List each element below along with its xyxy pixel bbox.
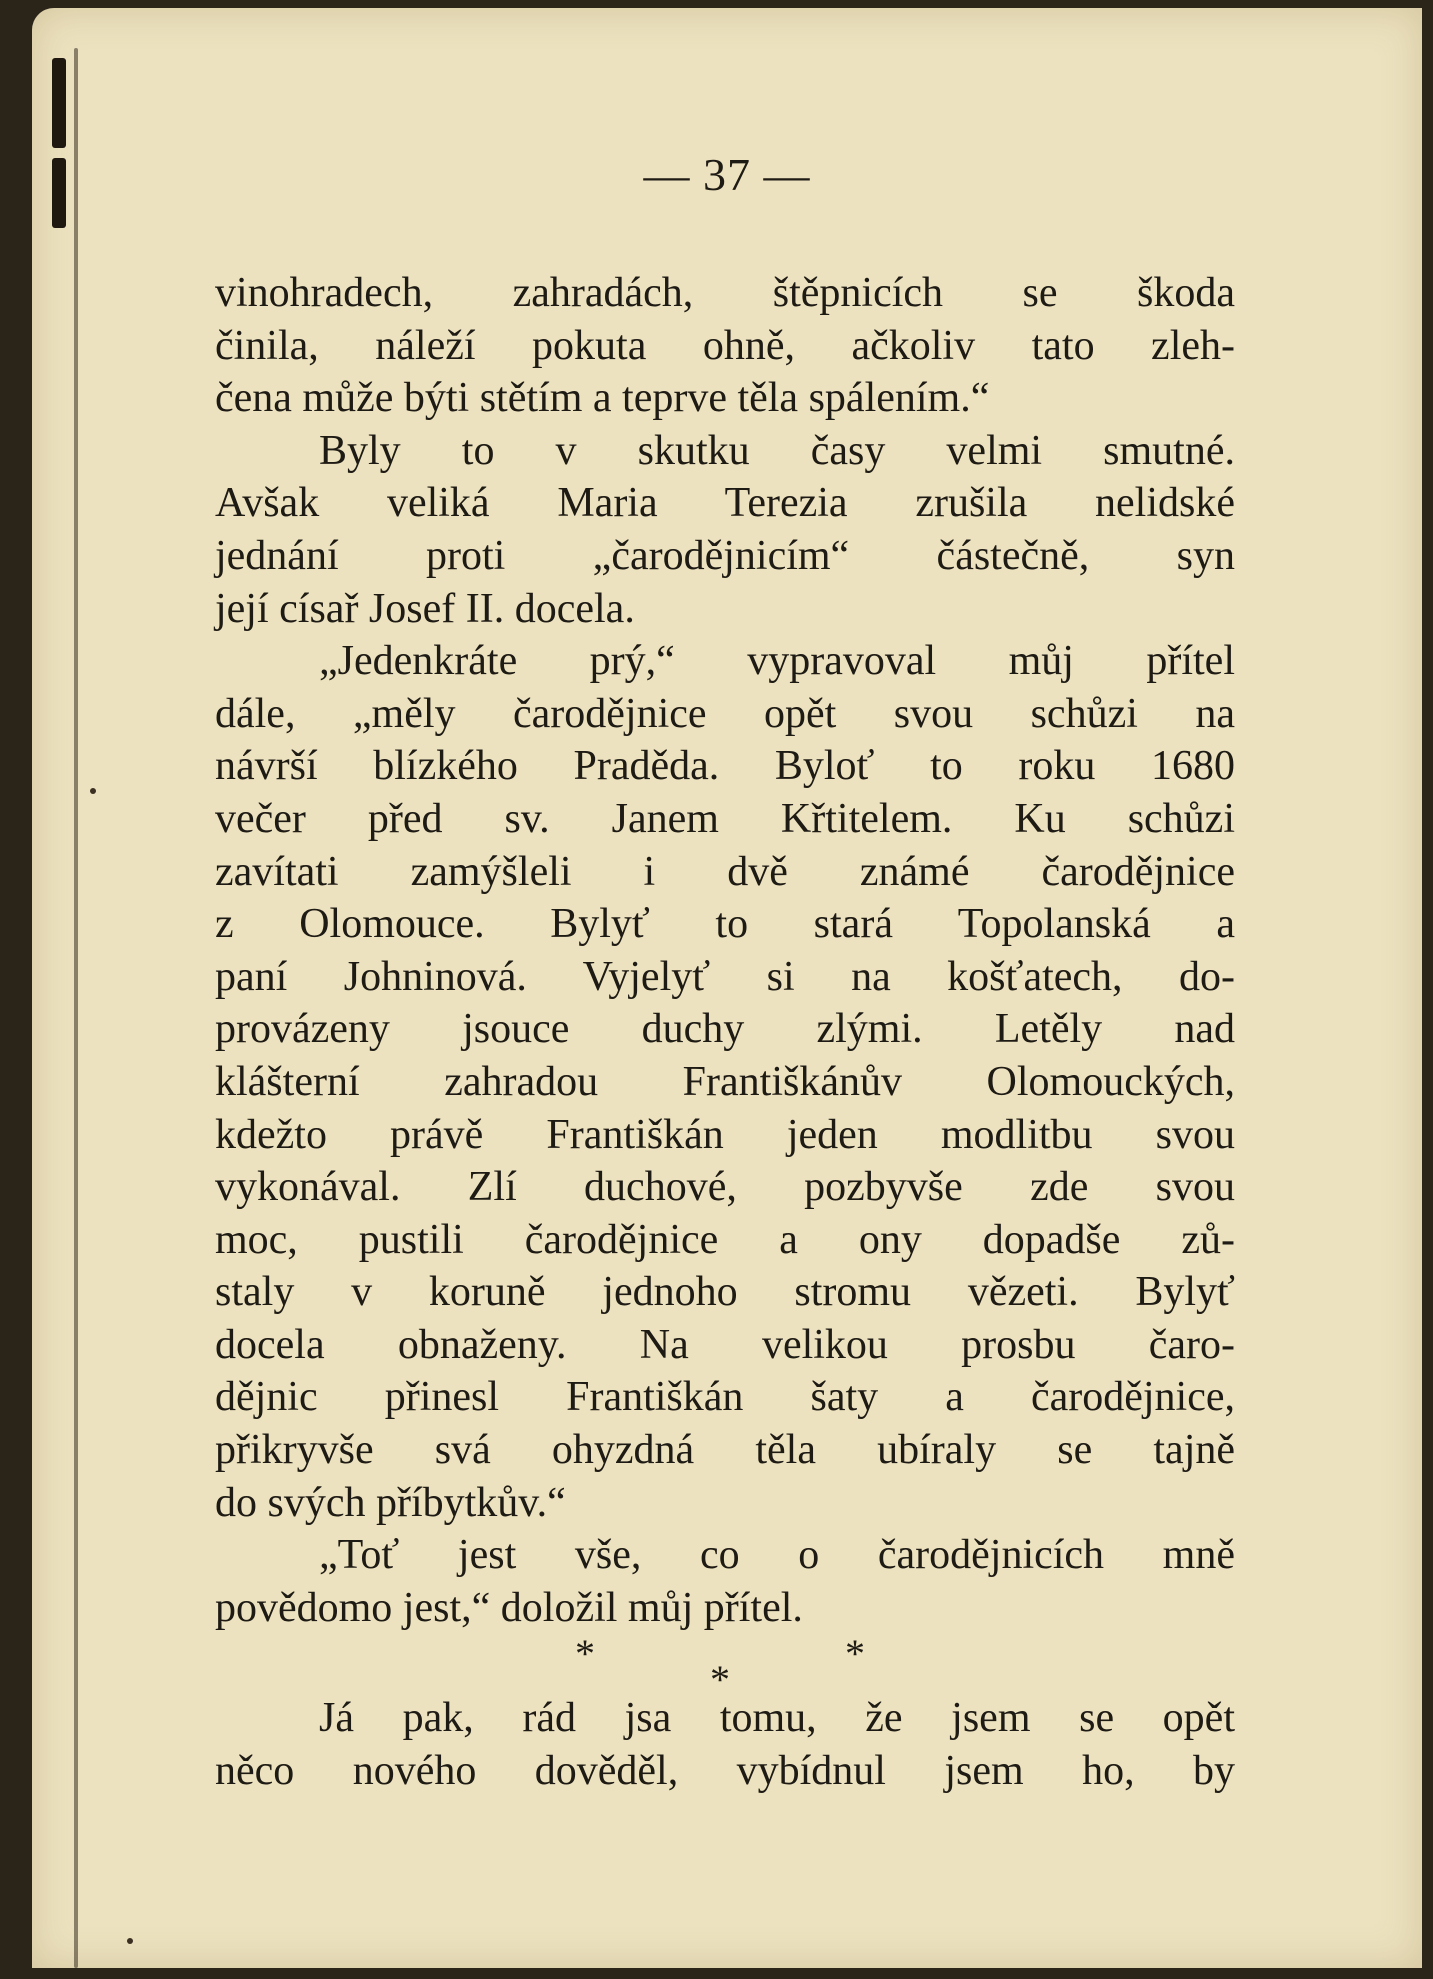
text-line: čena může býti stětím a teprve těla spálením.“ <box>215 375 990 422</box>
text-line: do svých příbytkův.“ <box>215 1479 566 1526</box>
text-line: z Olomouce. Bylyť to stará Topolanská a <box>215 901 1235 948</box>
text-line: staly v koruně jednoho stromu vězeti. Bylyť <box>215 1269 1235 1316</box>
text-line: návrší blízkého Praděda. Byloť to roku 1680 <box>215 743 1235 790</box>
text-line: činila, náleží pokuta ohně, ačkoliv tato zleh- <box>215 322 1235 369</box>
body-text <box>215 267 1235 1798</box>
text-line: večer před sv. Janem Křtitelem. Ku schůzi <box>215 795 1235 842</box>
text-line: dějnic přinesl Františkán šaty a čarodějnice, <box>215 1374 1235 1421</box>
text-line: její císař Josef II. docela. <box>215 585 635 632</box>
text-line: vykonával. Zlí duchové, pozbyvše zde svou <box>215 1164 1235 1211</box>
paper-speck <box>90 788 96 794</box>
text-line: moc, pustili čarodějnice a ony dopadše zů- <box>215 1216 1235 1263</box>
text-line: kdežto právě Františkán jeden modlitbu svou <box>215 1111 1235 1158</box>
text-line: povědomo jest,“ doložil můj přítel. <box>215 1584 803 1631</box>
text-line: docela obnaženy. Na velikou prosbu čaro- <box>215 1321 1235 1368</box>
text-line: Avšak veliká Maria Terezia zrušila nelidské <box>215 480 1235 527</box>
section-separator <box>215 1631 1235 1703</box>
text-line: „Jedenkráte prý,“ vypravoval můj přítel <box>319 638 1235 685</box>
spine-mark <box>52 58 66 148</box>
text-line: zavítati zamýšleli i dvě známé čarodějnice <box>215 848 1235 895</box>
asterisk: * <box>575 1631 595 1677</box>
text-line: provázeny jsouce duchy zlými. Letěly nad <box>215 1006 1235 1053</box>
text-line: dále, „měly čarodějnice opět svou schůzi na <box>215 690 1235 737</box>
text-line: Já pak, rád jsa tomu, že jsem se opět <box>319 1695 1235 1742</box>
page-number: — 37 — <box>643 149 811 200</box>
asterisk: * <box>845 1631 865 1677</box>
text-line: jednání proti „čarodějnicím“ částečně, syn <box>215 532 1235 579</box>
text-line: klášterní zahradou Františkánův Olomouckých, <box>215 1058 1235 1105</box>
text-line: přikryvše svá ohyzdná těla ubíraly se tajně <box>215 1427 1235 1474</box>
text-line: Byly to v skutku časy velmi smutné. <box>319 427 1235 474</box>
book-page <box>32 8 1422 1968</box>
text-line: „Toť jest vše, co o čarodějnicích mně <box>319 1532 1235 1579</box>
text-line: paní Johninová. Vyjelyť si na košťatech, do- <box>215 953 1235 1000</box>
text-line: něco nového dověděl, vybídnul jsem ho, by <box>215 1748 1235 1795</box>
asterisk: * <box>710 1657 730 1703</box>
spine-edge <box>74 48 78 1968</box>
text-line: vinohradech, zahradách, štěpnicích se škoda <box>215 270 1235 316</box>
paper-speck <box>127 1938 133 1944</box>
